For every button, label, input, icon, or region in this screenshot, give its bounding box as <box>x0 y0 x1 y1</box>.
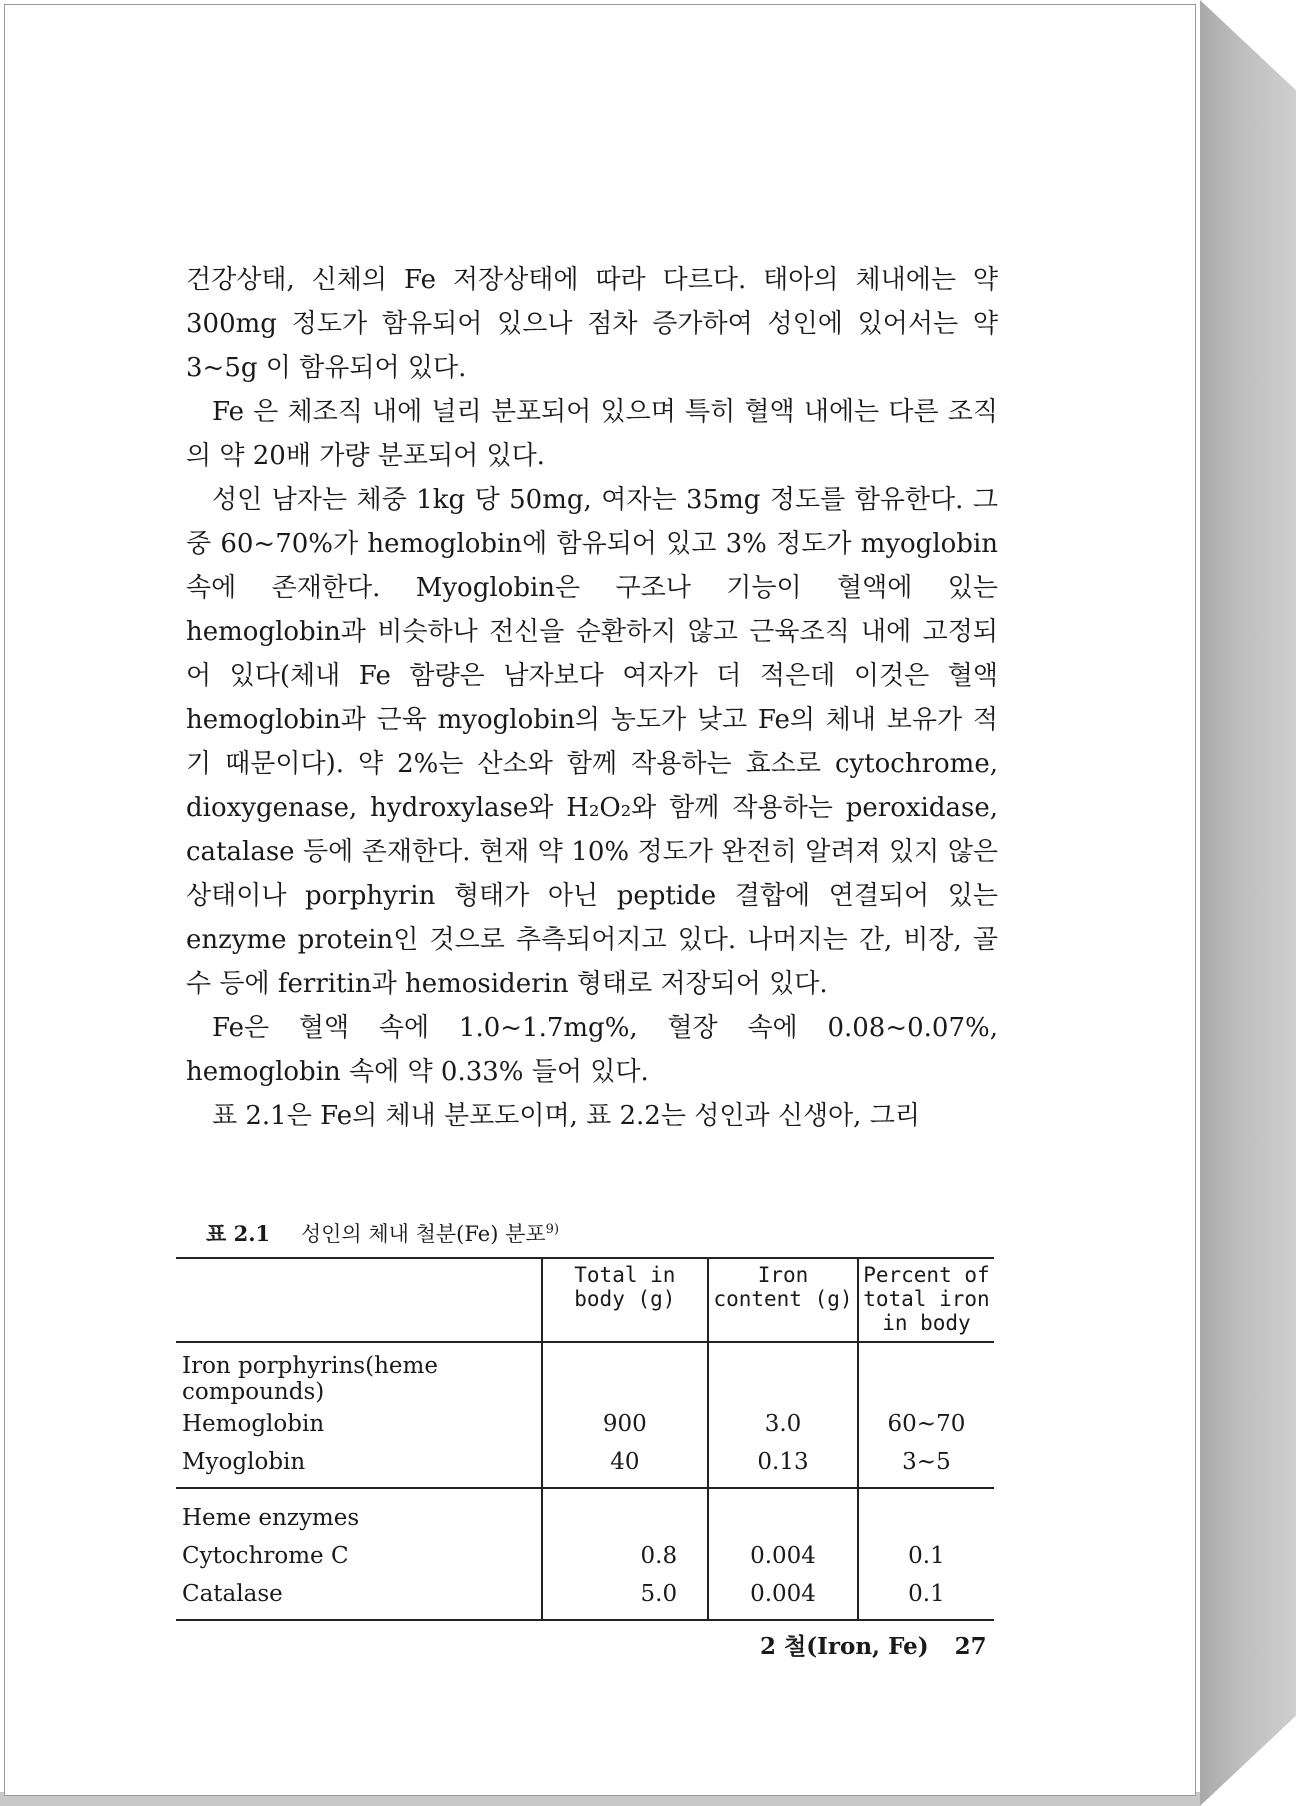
empty-cell <box>858 1342 994 1405</box>
table-row <box>176 1575 994 1620</box>
table-caption-label: 표 2.1 <box>206 1221 271 1246</box>
row-percent: 3~5 <box>858 1443 994 1488</box>
paragraph: Fe은 혈액 속에 1.0~1.7mg%, 혈장 속에 0.08~0.07%, hemoglobin 속에 약 0.33% 들어 있다. <box>186 1013 998 1087</box>
row-percent: 60~70 <box>858 1405 994 1443</box>
page-number: 27 <box>954 1633 987 1660</box>
empty-cell <box>708 1342 858 1405</box>
row-total: 0.8 <box>542 1537 709 1575</box>
empty-cell <box>708 1488 858 1537</box>
row-content: 0.004 <box>708 1537 858 1575</box>
chapter-title: 2 철(Iron, Fe) <box>760 1633 929 1660</box>
group-title-row <box>176 1342 994 1405</box>
row-content: 0.004 <box>708 1575 858 1620</box>
iron-distribution-table <box>176 1257 994 1621</box>
page-footer <box>760 1628 1005 1661</box>
row-name: Cytochrome C <box>182 1543 349 1569</box>
header-percent: Percent of total iron in body <box>858 1258 994 1342</box>
row-content: 3.0 <box>708 1405 858 1443</box>
row-name: Catalase <box>176 1575 542 1620</box>
row-percent: 0.1 <box>858 1537 994 1575</box>
table-row <box>176 1405 994 1443</box>
table-row <box>176 1537 994 1575</box>
empty-cell <box>542 1342 709 1405</box>
table-header-row <box>176 1258 994 1342</box>
row-percent: 0.1 <box>858 1575 994 1620</box>
row-total: 40 <box>542 1443 709 1488</box>
paragraph: 표 2.1은 Fe의 체내 분포도이며, 표 2.2는 성인과 신생아, 그리 <box>212 1101 920 1131</box>
table-row <box>176 1443 994 1488</box>
group-title-row <box>176 1488 994 1537</box>
header-blank <box>176 1258 542 1342</box>
paragraph: Fe 은 체조직 내에 널리 분포되어 있으며 특히 혈액 내에는 다른 조직의 약 20배 가량 분포되어 있다. <box>186 397 998 471</box>
paragraph: 성인 남자는 체중 1kg 당 50mg, 여자는 35mg 정도를 함유한다. 그 중 60~70%가 hemoglobin에 함유되어 있고 3% 정도가 myoglobin 속에 존재한다. Myoglobin은 구조나 기능이 혈액에 있는 hemoglobin과 비슷하나 전신을 순환하지 않고 근육조직 내에 고정되어 있다(체내 Fe 함량은 남자보다 여자가 더 적은데 이것은 혈액 hemoglobin과 근육 myoglobin의 농도가 낮고 Fe의 체내 보유가 적기 때문이다). 약 2%는 산소와 함께 작용하는 효소로 cytochrome, dioxygenase, hydroxylase와 H₂O₂와 함께 작용하는 peroxidase, catalase 등에 존재한다. 현재 약 10% 정도가 완전히 알려져 있지 않은 상태이나 porphyrin 형태가 아닌 peptide 결합에 연결되어 있는 enzyme protein인 것으로 추측되어지고 있다. 나머지는 간, 비장, 골수 등에 ferritin과 hemosiderin 형태로 저장되어 있다. <box>186 485 998 999</box>
header-content: Iron content (g) <box>708 1258 858 1342</box>
empty-cell <box>858 1488 994 1537</box>
row-name: Hemoglobin <box>182 1411 325 1437</box>
group-title: Heme enzymes <box>182 1505 360 1531</box>
page-edge-shadow <box>1200 0 1296 1806</box>
row-name: Myoglobin <box>176 1443 542 1488</box>
empty-cell <box>542 1488 709 1537</box>
body-text <box>186 258 998 1138</box>
row-total: 900 <box>542 1405 709 1443</box>
row-content: 0.13 <box>708 1443 858 1488</box>
table-caption <box>206 1218 559 1248</box>
header-total: Total in body (g) <box>542 1258 709 1342</box>
paragraph: 건강상태, 신체의 Fe 저장상태에 따라 다르다. 태아의 체내에는 약 300mg 정도가 함유되어 있으나 점차 증가하여 성인에 있어서는 약 3~5g 이 함유되어 있다. <box>186 265 998 383</box>
group-title: Iron porphyrins(heme compounds) <box>182 1353 438 1405</box>
row-total: 5.0 <box>542 1575 709 1620</box>
table-caption-text: 성인의 체내 철분(Fe) 분포 <box>300 1222 546 1246</box>
table-caption-ref: 9) <box>545 1222 560 1237</box>
